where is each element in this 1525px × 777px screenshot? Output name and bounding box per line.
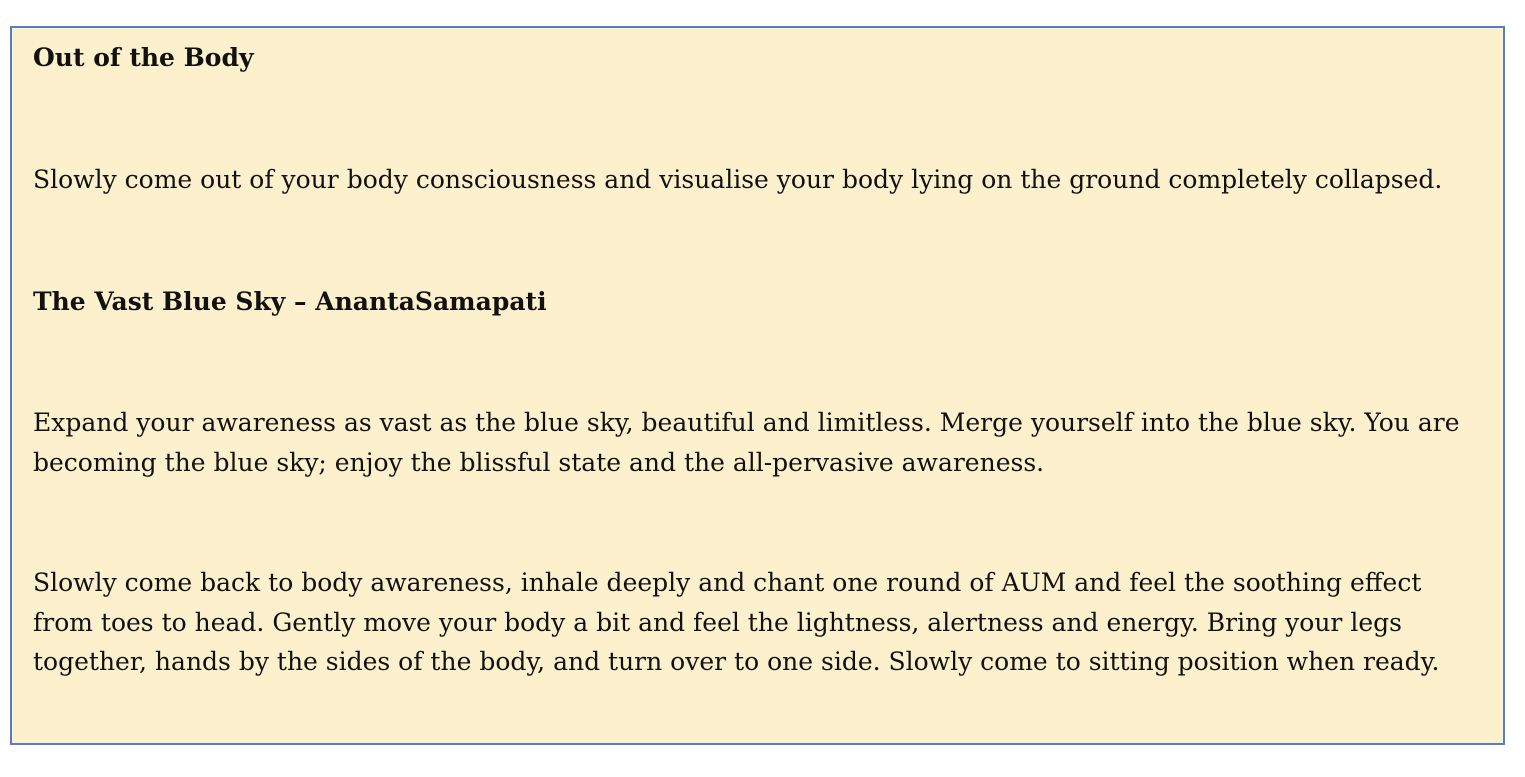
paragraph-line: Slowly come back to body awareness, inhale deeply and chant one round of AUM and feel the soothing effect (33, 568, 1422, 597)
heading-text: Out of the Body (33, 43, 254, 72)
text-box (10, 26, 1505, 745)
heading-text: The Vast Blue Sky – AnantaSamapati (33, 287, 547, 316)
section-heading-vast-blue-sky (33, 282, 547, 322)
section-heading-out-of-body (33, 38, 253, 78)
paragraph-expand-awareness (33, 403, 1460, 482)
paragraph-line: becoming the blue sky; enjoy the blissful state and the all-pervasive awareness. (33, 447, 1045, 477)
paragraph-line: together, hands by the sides of the body, and turn over to one side. Slowly come to sitting position when ready. (33, 647, 1440, 676)
paragraph-line: Expand your awareness as vast as the blue sky, beautiful and limitless. Merge yourself into the blue sky. You are (33, 408, 1460, 437)
paragraph-come-back (33, 563, 1439, 682)
paragraph-line: from toes to head. Gently move your body a bit and feel the lightness, alertness and energy. Bring your legs (33, 607, 1402, 637)
paragraph-out-of-body (33, 160, 1442, 200)
paragraph-line: Slowly come out of your body consciousness and visualise your body lying on the ground completely collapsed. (33, 165, 1443, 194)
